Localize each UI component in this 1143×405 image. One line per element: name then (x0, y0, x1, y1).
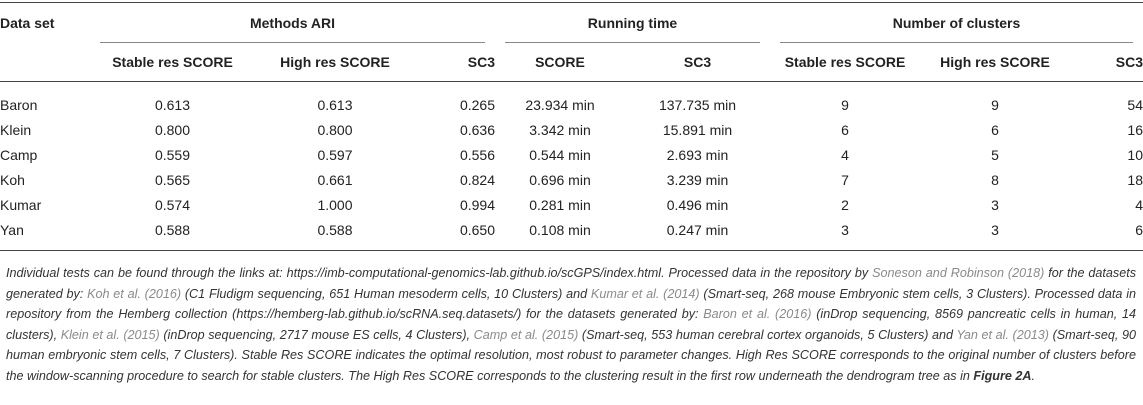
dataset-name: Kumar (0, 196, 42, 213)
header-row-groups (0, 3, 1143, 44)
header-clusters-stable: Stable res SCORE (770, 43, 920, 82)
header-clusters-high: High res SCORE (920, 43, 1070, 82)
table-cell: 4 (841, 146, 849, 163)
table-cell: 137.735 min (658, 96, 737, 113)
header-methods-ari (90, 3, 495, 44)
table-cell: 9 (991, 96, 999, 113)
table-cell: 10 (1127, 146, 1143, 163)
table-cell: 0.800 (317, 121, 353, 138)
header-time-score: SCORE (495, 43, 625, 82)
dataset-name: Camp (0, 146, 38, 163)
results-table (0, 2, 1143, 251)
citation-link[interactable]: Kumar et al. (2014) (590, 286, 700, 301)
table-row (0, 82, 1143, 118)
header-time-sc3: SC3 (625, 43, 770, 82)
table-cell: 3 (920, 217, 1070, 251)
header-methods-ari-label: Methods ARI (249, 15, 336, 31)
table-cell: 54 (1127, 96, 1143, 113)
table-cell: 0.994 (459, 196, 495, 213)
table-cell: 0.265 (459, 96, 495, 113)
table-cell: 0.824 (459, 171, 495, 188)
header-clusters-sc3: SC3 (1070, 43, 1143, 82)
citation-link[interactable]: Koh et al. (2016) (87, 286, 182, 301)
header-number-of-clusters-label: Number of clusters (892, 15, 1021, 31)
header-ari-high: High res SCORE (255, 43, 415, 82)
header-number-of-clusters (770, 3, 1143, 44)
header-running-time (495, 3, 770, 44)
table-cell: 18 (1127, 171, 1143, 188)
table-cell: 0.613 (154, 96, 191, 113)
table-cell: 0.613 (317, 96, 353, 113)
table-cell: 0.636 (459, 121, 495, 138)
table-cell: 3 (991, 196, 999, 213)
table-cell: 0.565 (154, 171, 191, 188)
header-ari-stable: Stable res SCORE (90, 43, 255, 82)
table-cell: 0.588 (255, 217, 415, 251)
table-cell: 15.891 min (662, 121, 733, 138)
table-cell: 0.556 (459, 146, 495, 163)
table-row (0, 142, 1143, 167)
table-cell: 5 (991, 146, 999, 163)
header-dataset: Data set (0, 3, 90, 44)
table-cell: 7 (841, 171, 849, 188)
table-cell: 0.496 min (666, 196, 729, 213)
dataset-name: Klein (0, 121, 32, 138)
table-cell: 0.588 (90, 217, 255, 251)
dataset-name: Koh (0, 171, 25, 188)
table-cell: 8 (991, 171, 999, 188)
table-cell: 6 (1070, 217, 1143, 251)
citation-link[interactable]: Camp et al. (2015) (473, 327, 579, 342)
table-cell: 0.559 (154, 146, 191, 163)
table-row (0, 217, 1143, 251)
table-cell: 0.108 min (495, 217, 625, 251)
table-cell: 0.696 min (529, 171, 591, 188)
table-cell: 6 (841, 121, 849, 138)
table-row (0, 117, 1143, 142)
table-caption: Individual tests can be found through the links at: https://imb-computational-genomics-lab.github.io/scGPS/index.html. Processed data in the repository by Soneson and Robinson (2018) for the datasets generated by: Koh et al. (2016) (C1 Fludigm sequencing, 651 Human mesoderm cells, 10 Clusters) and Kumar et al. (2014) (Smart-seq, 268 mouse Embryonic stem cells, 3 Clusters). Processed data in repository from the Hemberg collection (https://hemberg-lab.github.io/scRNA.seq.datasets/) for the datasets generated by: Baron et al. (2016) (inDrop sequencing, 8569 pancreatic cells in human, 14 clusters), Klein et al. (2015) (inDrop sequencing, 2717 mouse ES cells, 4 Clusters), Camp et al. (2015) (Smart-seq, 553 human cerebral cortex organoids, 5 Clusters) and Yan et al. (2013) (Smart-seq, 90 human embryonic stem cells, 7 Clusters). Stable Res SCORE indicates the optimal resolution, most robust to parameter changes. High Res SCORE corresponds to the original number of clusters before the window-scanning procedure to search for stable clusters. The High Res SCORE corresponds to the clustering result in the first row underneath the dendrogram tree as in Figure 2A. (6, 266, 1137, 383)
table-row (0, 192, 1143, 217)
table-cell: 9 (841, 96, 849, 113)
table-cell: 0.597 (317, 146, 353, 163)
table-cell: 3.342 min (529, 121, 591, 138)
table-cell: 2 (841, 196, 849, 213)
header-running-time-label: Running time (587, 15, 678, 31)
table-cell: 23.934 min (525, 96, 595, 113)
table-row (0, 167, 1143, 192)
table-cell: 0.574 (154, 196, 191, 213)
table-cell: 3 (770, 217, 920, 251)
figure-reference[interactable]: Figure 2A (973, 368, 1032, 383)
citation-link[interactable]: Klein et al. (2015) (60, 327, 160, 342)
table-body (0, 82, 1143, 251)
header-row-columns (0, 43, 1143, 82)
table-cell: 1.000 (317, 196, 353, 213)
citation-link[interactable]: Baron et al. (2016) (703, 307, 812, 322)
table-cell: 0.247 min (625, 217, 770, 251)
dataset-name: Baron (0, 96, 38, 113)
header-ari-sc3: SC3 (415, 43, 495, 82)
table-cell: 0.650 (415, 217, 495, 251)
table-cell: 0.281 min (529, 196, 591, 213)
table-cell: 16 (1127, 121, 1143, 138)
table-cell: 6 (991, 121, 999, 138)
table-cell: 4 (1135, 196, 1143, 213)
table-cell: 3.239 min (666, 171, 729, 188)
table-cell: 0.661 (317, 171, 353, 188)
dataset-name: Yan (0, 217, 90, 251)
table-cell: 2.693 min (666, 146, 729, 163)
citation-link[interactable]: Soneson and Robinson (2018) (872, 266, 1045, 280)
table-cell: 0.800 (154, 121, 191, 138)
table-cell: 0.544 min (529, 146, 591, 163)
citation-link[interactable]: Yan et al. (2013) (956, 327, 1049, 342)
